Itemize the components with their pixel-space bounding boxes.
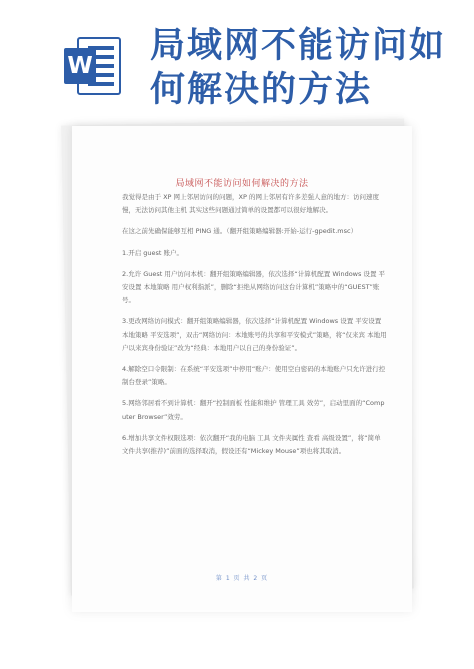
paragraph-intro: 我觉得是由于 XP 网上邻居访问的问题，XP 的网上邻居有许多差强人意的地方：访问速度慢，无法访问其他主机 其实这些问题通过简单的设置都可以很好地解决。	[122, 193, 379, 215]
paragraph-step-2: 2.允许 Guest 用户访问本机：翻开组策略编辑器，依次选择“计算机配置 Windows 设置 平安设置 本地策略 用户权利指派”，删除“拒绝从网络访问这台计算机”策略中的“GUEST”账号。	[122, 269, 386, 305]
paragraph-step-5: 5.网络邻居看不到计算机：翻开“控制面板 性能和维护 管理工具 效劳”，启动里面的“Computer Browser”效劳。	[122, 399, 385, 421]
bottom-fade	[0, 590, 474, 669]
document-page	[72, 126, 412, 612]
svg-text:W: W	[67, 53, 93, 79]
paragraph-step-1: 1.开启 guest 账户。	[122, 248, 184, 257]
document-title: 局域网不能访问如何解决的方法	[175, 179, 309, 189]
paragraph-ping: 在这之前先确保能够互相 PING 通。（翻开组策略编辑器:开始-运行-gpedit.msc）	[122, 227, 358, 236]
word-icon	[60, 30, 132, 102]
document-body	[122, 191, 387, 464]
page-title: 局域网不能访问如何解决的方法	[150, 25, 447, 110]
page-number: 第 1 页 共 2 页	[215, 575, 269, 582]
paragraph-step-3: 3.更改网络访问模式：翻开组策略编辑器，依次选择“计算机配置 Windows 设置 平安设置 本地策略 平安选项”，双击“网络访问：本地账号的共享和平安模式”策略，将“仅来宾 本地用户以来宾身份验证”改为“经典：本地用户以自己的身份验证”。	[122, 317, 387, 352]
paragraph-step-4: 4.解除空口令限制：在系统“平安选项”中停用“账户：使用空白密码的本地账户只允许进行控制台登录”策略。	[122, 365, 386, 387]
paragraph-step-6: 6.增加共享文件权限选项：依次翻开“我的电脑 工具 文件夹属性 查看 高级设置”，将“简单文件共享(推荐)”前面的选择取消，假设还有“Mickey Mouse”项也将其取消。	[122, 433, 381, 456]
